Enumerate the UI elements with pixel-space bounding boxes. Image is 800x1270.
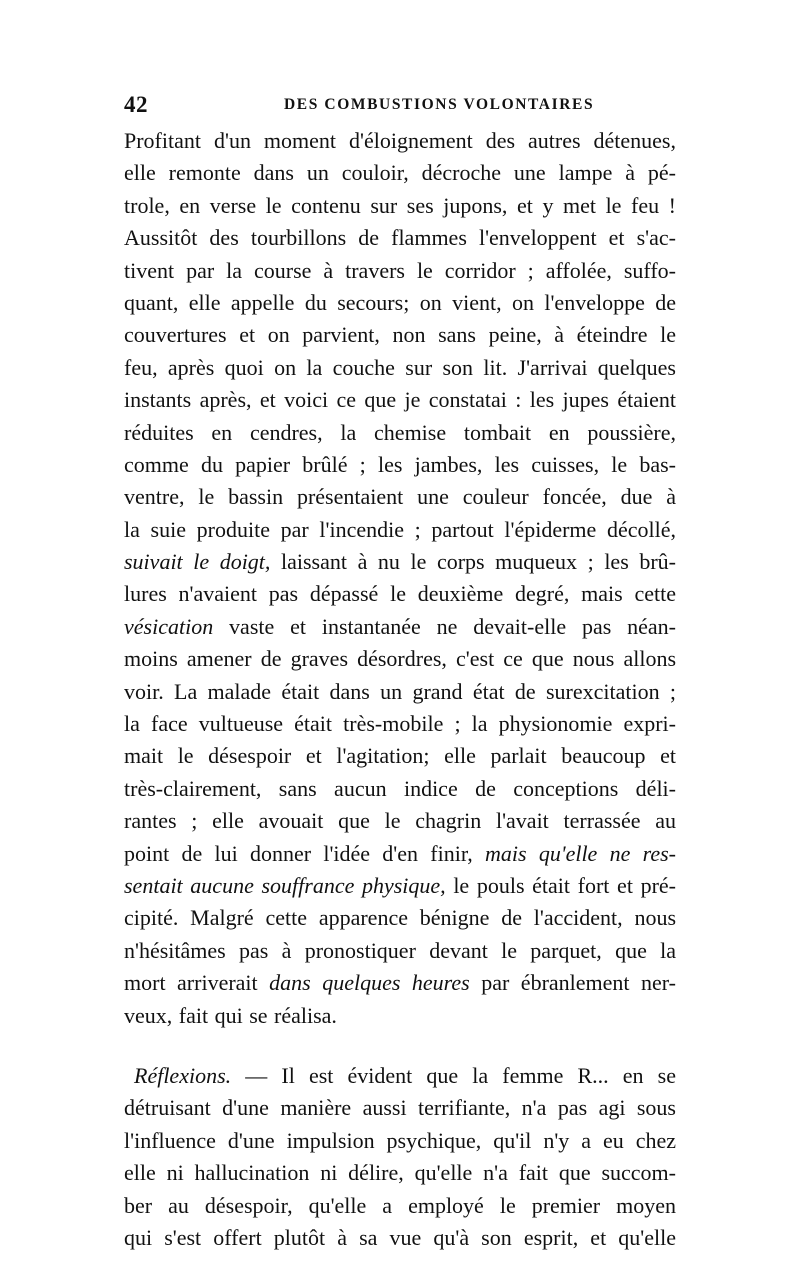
text-segment: feu, après quoi on la couche sur son lit. J'arrivai quelques <box>124 354 676 380</box>
italic-segment: sentait aucune souffrance physique, <box>124 872 446 898</box>
text-line <box>124 1157 676 1189</box>
text-segment: mort arriverait <box>124 970 270 996</box>
text-line <box>124 740 676 772</box>
body-text <box>124 125 676 1254</box>
text-line <box>124 1125 676 1157</box>
italic-segment: suivait le doigt, <box>124 549 271 575</box>
italic-segment: vésication <box>124 613 214 639</box>
text-segment: couvertures et on parvient, non sans peine, à éteindre le <box>124 322 676 348</box>
text-segment: n'hésitâmes pas à pronostiquer devant le parquet, que la <box>124 937 676 963</box>
text-segment: détruisant d'une manière aussi terrifiante, n'a pas agi sous <box>124 1095 676 1121</box>
paragraph-case-report <box>124 125 676 1032</box>
text-line <box>124 449 676 481</box>
text-line <box>124 611 676 643</box>
text-segment: très-clairement, sans aucun indice de conceptions déli- <box>124 775 676 801</box>
text-line <box>124 1190 676 1222</box>
text-line <box>124 805 676 837</box>
text-segment: tivent par la course à travers le corridor ; affolée, suffo- <box>124 257 676 283</box>
text-line <box>124 1060 676 1092</box>
text-line <box>124 967 676 999</box>
text-segment: la face vultueuse était très-mobile ; la physionomie expri- <box>124 711 676 737</box>
text-line <box>124 481 676 513</box>
paragraph-gap <box>124 1032 676 1060</box>
text-segment: laissant à nu le corps muqueux ; les brû- <box>270 549 676 575</box>
text-line <box>124 287 676 319</box>
italic-segment: mais qu'elle ne res- <box>485 840 676 866</box>
text-line <box>124 708 676 740</box>
text-segment: moins amener de graves désordres, c'est ce que nous allons <box>124 646 676 672</box>
text-line <box>124 773 676 805</box>
text-segment: voir. La malade était dans un grand état de surexcitation ; <box>124 678 676 704</box>
text-segment: elle ni hallucination ni délire, qu'elle n'a fait que succom- <box>124 1160 676 1186</box>
text-line <box>124 902 676 934</box>
text-segment: comme du papier brûlé ; les jambes, les cuisses, le bas- <box>124 451 676 477</box>
text-segment: cipité. Malgré cette apparence bénigne de l'accident, nous <box>124 905 676 931</box>
text-segment: point de lui donner l'idée d'en finir, <box>124 840 486 866</box>
text-line <box>124 514 676 546</box>
text-segment: ber au désespoir, qu'elle a employé le premier moyen <box>124 1192 676 1218</box>
page-header <box>124 92 676 120</box>
text-line <box>124 643 676 675</box>
text-line <box>124 255 676 287</box>
text-segment: qui s'est offert plutôt à sa vue qu'à son esprit, et qu'elle <box>124 1224 676 1250</box>
text-line <box>124 190 676 222</box>
text-segment: Aussitôt des tourbillons de flammes l'enveloppent et s'ac- <box>124 225 676 251</box>
text-line <box>124 157 676 189</box>
italic-segment: Réflexions. <box>134 1062 232 1088</box>
text-line <box>124 676 676 708</box>
text-segment: — Il est évident que la femme R... en se <box>231 1062 676 1088</box>
text-segment: lures n'avaient pas dépassé le deuxième degré, mais cette <box>124 581 676 607</box>
text-line <box>124 417 676 449</box>
text-line <box>124 384 676 416</box>
text-line <box>124 1000 676 1032</box>
text-segment: elle remonte dans un couloir, décroche une lampe à pé- <box>124 160 676 186</box>
text-line <box>124 352 676 384</box>
text-segment: veux, fait qui se réalisa. <box>124 1002 337 1028</box>
text-segment: trole, en verse le contenu sur ses jupons, et y met le feu ! <box>124 192 676 218</box>
text-segment: réduites en cendres, la chemise tombait en poussière, <box>124 419 676 445</box>
text-line <box>124 125 676 157</box>
text-line <box>124 319 676 351</box>
text-line <box>124 935 676 967</box>
text-segment: Profitant d'un moment d'éloignement des autres détenues, <box>124 128 676 153</box>
text-line <box>124 1092 676 1124</box>
text-segment: ventre, le bassin présentaient une couleur foncée, due à <box>124 484 676 510</box>
text-line <box>124 546 676 578</box>
paragraph-reflexions <box>124 1060 676 1254</box>
text-line <box>124 222 676 254</box>
text-segment: quant, elle appelle du secours; on vient, on l'enveloppe de <box>124 289 676 315</box>
text-segment: mait le désespoir et l'agitation; elle parlait beaucoup et <box>124 743 676 769</box>
page-number: 42 <box>124 92 148 117</box>
text-segment: par ébranlement ner- <box>469 970 676 996</box>
text-segment: vaste et instantanée ne devait-elle pas néan- <box>213 613 676 639</box>
text-segment: la suie produite par l'incendie ; partout l'épiderme décollé, <box>124 516 676 542</box>
text-line <box>124 838 676 870</box>
text-segment: instants après, et voici ce que je constatai : les jupes étaient <box>124 387 676 413</box>
text-line <box>124 870 676 902</box>
text-segment: rantes ; elle avouait que le chagrin l'avait terrassée au <box>124 808 676 834</box>
text-segment: l'influence d'une impulsion psychique, qu'il n'y a eu chez <box>124 1127 676 1153</box>
text-segment: le pouls était fort et pré- <box>445 872 676 898</box>
text-line <box>124 1222 676 1254</box>
text-line <box>124 578 676 610</box>
running-title: DES COMBUSTIONS VOLONTAIRES <box>284 96 595 113</box>
italic-segment: dans quelques heures <box>269 970 470 996</box>
